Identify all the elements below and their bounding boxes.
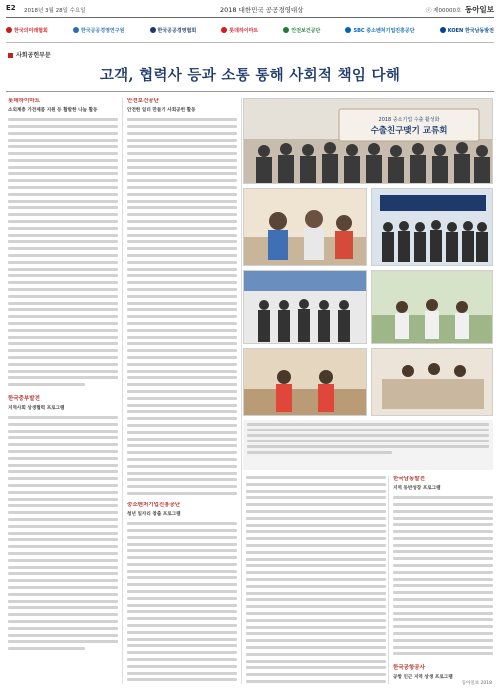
article-subline: 공항 인근 지역 상생 프로그램 xyxy=(393,675,453,681)
section-title: 2018 대한민국 공공경영대상 xyxy=(220,6,304,14)
logo-mark-icon xyxy=(6,27,12,33)
logo-mark-icon xyxy=(221,27,227,33)
article-subhead: 롯데하이마트 xyxy=(8,98,40,104)
logo-mark-icon xyxy=(283,27,289,33)
article-subline: 안전한 일터 만들기 사회공헌 활동 xyxy=(127,108,196,114)
logo-mark-icon xyxy=(150,27,156,33)
page-headline: 고객, 협력사 등과 소통 통해 사회적 책임 다해 xyxy=(99,67,401,84)
section-tag: 사회공헌부문 xyxy=(8,50,51,59)
column-divider xyxy=(122,98,123,684)
square-bullet-icon xyxy=(8,53,13,58)
column-divider xyxy=(241,98,242,684)
photo-sign-sub: 2018 중소기업 수출 활성화 xyxy=(378,117,440,123)
logo-mark-icon xyxy=(73,27,79,33)
article-column xyxy=(127,98,237,498)
issue-code: ⓒ 제00000호 xyxy=(426,8,462,14)
sponsor-logo: 한국의미래협회 xyxy=(6,27,48,34)
photo-activity-2 xyxy=(371,348,493,416)
photo-outdoor xyxy=(371,270,493,344)
article-subhead: 안전보건공단 xyxy=(127,98,159,104)
headline-rule xyxy=(6,91,494,92)
sponsor-logo-strip xyxy=(6,20,494,40)
sponsor-logo: KOEN 한국남동발전 xyxy=(440,27,494,34)
photo-main-image xyxy=(244,99,493,184)
article-column xyxy=(8,98,118,684)
photo-activity-2-image xyxy=(372,349,493,416)
photo-group xyxy=(371,188,493,266)
photo-ceremony xyxy=(243,270,367,344)
newspaper-name: 동아일보 xyxy=(465,5,494,14)
photo-sign-text: 수출친구맺기 교류회 xyxy=(370,126,448,136)
sponsor-logo: SBC 중소벤처기업진흥공단 xyxy=(345,27,414,34)
article-subhead: 한국공항공사 xyxy=(393,665,425,672)
photo-outdoor-image xyxy=(372,271,493,344)
sponsor-logo: 한국공공경영협회 xyxy=(150,27,197,34)
article-subline: 지역사회 상생협력 프로그램 xyxy=(8,406,65,412)
logo-rule xyxy=(6,42,494,43)
photo-ceremony-image xyxy=(244,271,367,344)
photo-caption-box xyxy=(243,420,493,470)
issue-date: 2018년 3월 28일 수요일 xyxy=(24,8,86,14)
photo-volunteer xyxy=(243,188,367,266)
photo-activity-1 xyxy=(243,348,367,416)
header-rule xyxy=(6,17,494,18)
photo-activity-1-image xyxy=(244,349,367,416)
article-subline: 청년 일자리 창출 프로그램 xyxy=(127,512,181,518)
photo-volunteer-image xyxy=(244,189,367,266)
article-subhead: 한국중부발전 xyxy=(8,395,40,402)
page-footnote: 동아일보 2018 xyxy=(461,681,492,686)
article-subline: 소외계층 가전제품 지원 등 활발한 나눔 활동 xyxy=(8,108,98,114)
article-subhead: 한국남동발전 xyxy=(393,476,425,482)
article-column xyxy=(127,502,237,684)
article-subhead: 중소벤처기업진흥공단 xyxy=(127,502,181,508)
sponsor-logo: 안전보건공단 xyxy=(283,27,320,34)
page-header xyxy=(6,4,494,16)
logo-mark-icon xyxy=(440,27,446,33)
photo-event-main xyxy=(243,98,493,184)
article-column xyxy=(246,476,386,684)
sponsor-logo: 롯데하이마트 xyxy=(221,27,258,34)
sponsor-logo: 한국공공경영연구원 xyxy=(73,27,124,34)
article-column xyxy=(393,476,493,684)
column-divider xyxy=(388,476,389,684)
page-number: E2 xyxy=(6,4,16,12)
article-subline: 지역 동반성장 프로그램 xyxy=(393,486,441,492)
logo-mark-icon xyxy=(345,27,351,33)
photo-group-image xyxy=(372,189,493,266)
